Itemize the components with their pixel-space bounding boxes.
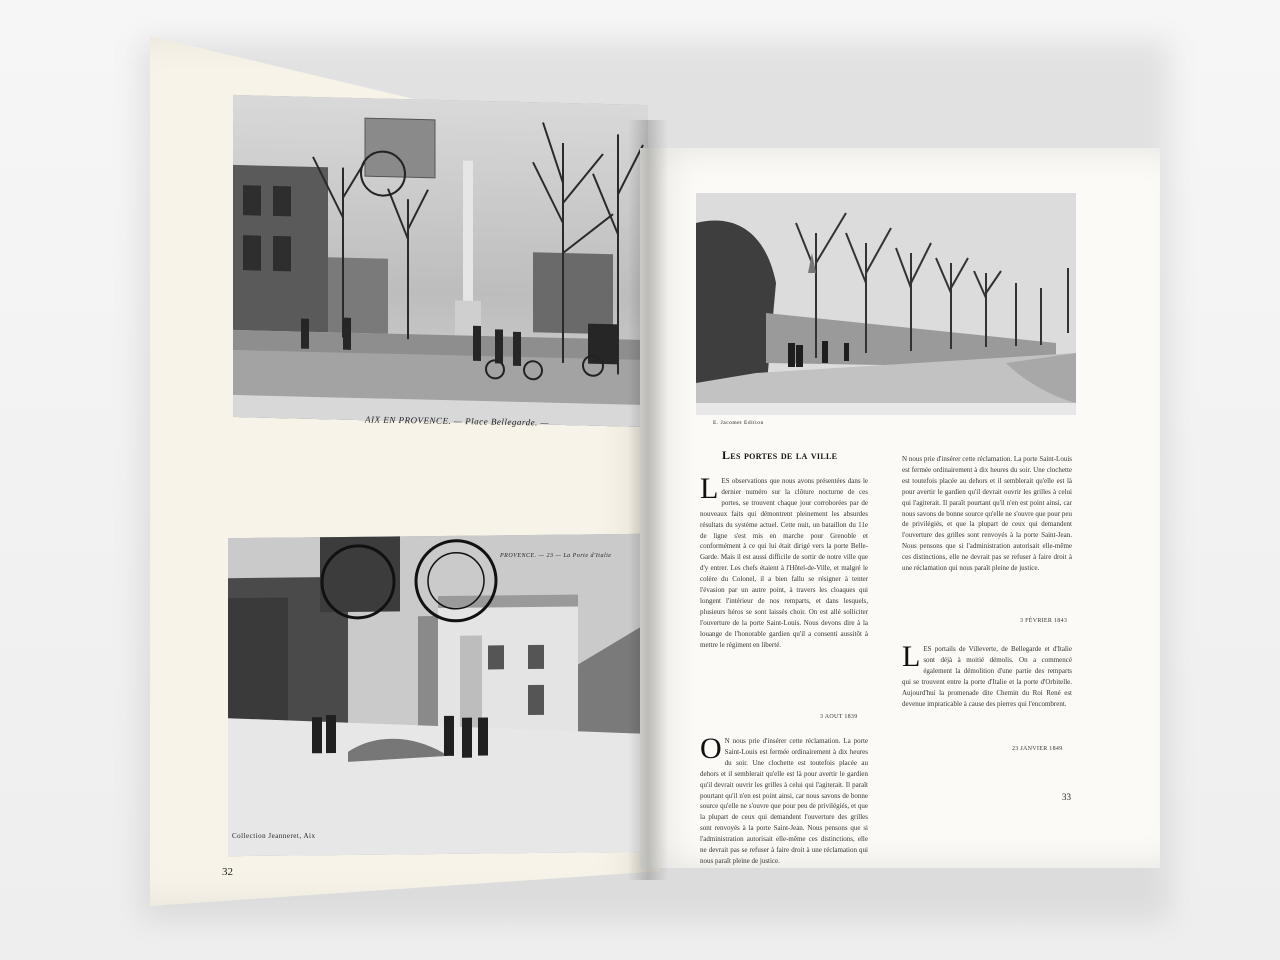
right-page-number: 33 <box>1062 792 1071 802</box>
article-2-start <box>700 732 868 867</box>
article-column-left-2 <box>700 732 868 865</box>
article-3 <box>902 640 1072 709</box>
article-heading: Les portes de la ville <box>722 448 838 462</box>
article-2-text: N nous prie d'insérer cette réclamation. La porte Saint-Louis est fermée ordinairement à dix heures du soir. Une clochette est toutefois placée au dehors et il semblerait qu'elle est là pour avertir le gardien qu'il devrait ouvrir les grilles à celui qui l'agiterait. Il paraît pourtant qu'il n'en est point ainsi, car nous savons de bonne source qu'elle ne s'ouvre que pour peu de privilégiés, et que la plupart de ceux qui demandent l'ouverture des grilles sont renvoyés à la porte Saint-Jean. Nous pensons que si l'administration autorisait elle-même ces distinctions, elle ne devrait pas se refuser à faire droit à une réclamation qui nous paraît pleine de justice. <box>700 737 868 865</box>
article-1 <box>700 472 868 651</box>
drop-cap-3: L <box>902 640 921 673</box>
article-column-right <box>902 454 1072 616</box>
photo-right-caption: E. Jacomet Edition <box>713 420 764 426</box>
photo-top-caption: AIX EN PROVENCE. — Place Bellegarde. — <box>364 414 550 428</box>
article-column-right-2 <box>902 640 1072 709</box>
article-1-date: 3 AOUT 1839 <box>820 714 858 720</box>
photo-place-bellegarde <box>233 95 648 427</box>
left-page-number: 32 <box>222 866 233 878</box>
book-gutter <box>628 120 668 880</box>
article-3-date: 23 JANVIER 1849 <box>1012 746 1063 752</box>
photo-boulevard <box>696 193 1076 415</box>
article-3-text: ES portails de Villeverte, de Bellegarde et d'Italie sont déjà à moitié démolis. On a commencé également la démolition d'une partie des remparts qui se trouvent entre la porte d'Italie et la porte d'Orbitelle. Aujourd'hui la promenade dite Chemin du Roi René est devenue impraticable à cause des pierres qui l'encombrent. <box>902 645 1072 708</box>
article-column-left <box>700 472 868 651</box>
photo-bottom-header: PROVENCE. — 23 — La Porte d'Italie <box>500 553 612 559</box>
article-2-date: 3 FÉVRIER 1843 <box>1020 618 1068 624</box>
drop-cap-1: L <box>700 472 719 505</box>
article-1-text: ES observations que nous avons présentées dans le dernier numéro sur la clôture nocturne de ces portes, se trouvent chaque jour corroborées par de nouveaux faits qui démontrent pleinement les absurdes résultats du système actuel. Cette nuit, un bataillon du 11e de ligne s'est mis en marche pour Grenoble et conformément à ce qui lui était dirigé vers la porte Belle-Garde. Mais il est aussi difficile de sortir de notre ville que d'y entrer. Les chefs étaient à l'Hôtel-de-Ville, et malgré le colère du Colonel, il a bien fallu se résigner à tenter l'évasion par un autre point, à travers les cloaques qui longent l'intérieur de nos remparts, et dans lesquels, plusieurs héros se sont laissés choir. On est allé solliciter l'ouverture de la porte Saint-Louis. Nous devons dire à la louange de l'honorable gardien qu'il a consenti aussitôt à mettre le régiment en liberté. <box>700 477 868 649</box>
photo-bottom-caption: Collection Jeanneret, Aix <box>232 832 316 840</box>
photo-porte-italie <box>228 534 646 856</box>
drop-cap-2: O <box>700 732 722 765</box>
article-2-continued: N nous prie d'insérer cette réclamation. La porte Saint-Louis est fermée ordinairement à dix heures du soir. Une clochette est toutefois placée au dehors et il semblerait qu'elle est là pour avertir le gardien qu'il devrait ouvrir les grilles à celui qui l'agiterait. Il paraît pourtant qu'il n'en est point ainsi, car nous savons de bonne source qu'elle ne s'ouvre que pour peu de privilégiés, et que la plupart de ceux qui demandent l'ouverture des grilles sont renvoyés à la porte Saint-Jean. Nous pensons que si l'administration autorisait elle-même ces distinctions, elle ne devrait pas se refuser à faire droit à une réclamation qui nous paraît pleine de justice. <box>902 455 1072 573</box>
